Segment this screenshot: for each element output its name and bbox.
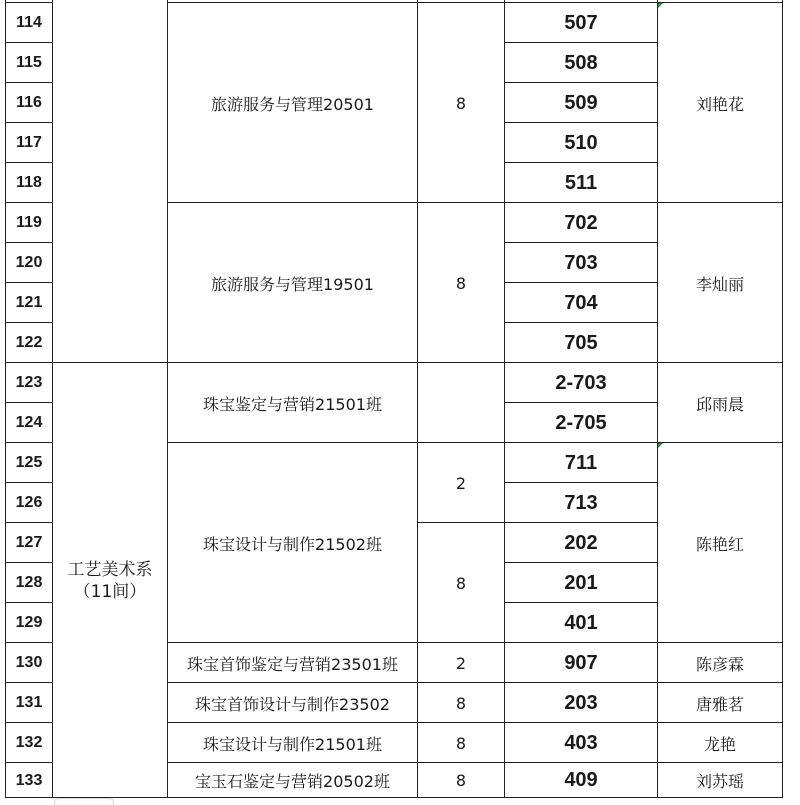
row-number: 128: [15, 574, 43, 591]
grid-line: [5, 162, 52, 163]
room-number: 401: [564, 611, 598, 634]
row-number: 127: [15, 534, 43, 551]
grid-line: [5, 322, 52, 323]
class-name: 珠宝首饰鉴定与营销23501班: [187, 654, 398, 674]
grid-line: [504, 322, 658, 323]
grid-line: [504, 82, 658, 83]
floor-count: 8: [455, 733, 467, 753]
floor-count: [418, 363, 504, 443]
room-number: 201: [564, 571, 598, 594]
room-number: 907: [564, 651, 598, 674]
row-number: 131: [15, 694, 43, 711]
floor-count: 8: [455, 93, 467, 113]
department-cell: [53, 363, 167, 798]
grid-line: [5, 2, 52, 3]
department-count: （11间）: [73, 581, 147, 602]
department-name: 工艺美术系: [67, 559, 153, 580]
teacher-name: 刘艳花: [695, 94, 744, 114]
grid-line: [167, 722, 783, 723]
room-number: 202: [564, 531, 598, 554]
row-number: 125: [15, 454, 43, 471]
class-name: 珠宝设计与制作21502班: [203, 534, 382, 554]
grid-line: [5, 122, 52, 123]
floor-count: 8: [455, 273, 467, 293]
grid-line: [504, 602, 658, 603]
floor-count: 8: [455, 771, 467, 790]
grid-line: [52, 0, 53, 798]
grid-line: [5, 602, 52, 603]
room-number: 702: [564, 211, 598, 234]
grid-line: [5, 82, 52, 83]
class-name: 珠宝设计与制作21501班: [203, 734, 382, 754]
grid-line: [5, 797, 783, 798]
grid-line: [504, 402, 658, 403]
grid-line: [782, 0, 783, 798]
room-number: 2-705: [555, 411, 607, 434]
class-name: 宝玉石鉴定与营销20502班: [195, 772, 390, 791]
row-number: 123: [15, 374, 43, 391]
room-number: 703: [564, 251, 598, 274]
row-number: 122: [15, 334, 43, 351]
grid-line: [5, 42, 52, 43]
teacher-name: 刘苏瑶: [695, 772, 744, 791]
row-number: 117: [16, 134, 42, 151]
row-number: 114: [16, 14, 42, 31]
grid-line: [657, 0, 658, 798]
cell-marker: [658, 3, 663, 8]
grid-line: [504, 562, 658, 563]
room-number: 403: [564, 731, 598, 754]
grid-line: [5, 402, 52, 403]
room-number: 711: [564, 451, 598, 474]
grid-line: [5, 242, 52, 243]
floor-count: 8: [455, 573, 467, 593]
row-number: 116: [16, 94, 42, 111]
grid-line: [167, 682, 783, 683]
teacher-name: 陈彦霖: [695, 654, 744, 674]
teacher-name: 李灿丽: [695, 274, 744, 294]
teacher-name: 陈艳红: [695, 534, 744, 554]
class-name: 旅游服务与管理20501: [211, 94, 374, 114]
class-name: 珠宝首饰设计与制作23502: [195, 694, 390, 714]
grid-line: [504, 282, 658, 283]
teacher-name: 唐雅茗: [695, 694, 744, 714]
grid-line: [167, 0, 168, 798]
grid-line: [504, 482, 658, 483]
row-number: 121: [15, 294, 43, 311]
grid-line: [167, 2, 783, 3]
room-number: 507: [564, 11, 598, 34]
grid-line: [5, 482, 52, 483]
grid-line: [417, 0, 418, 798]
room-number: 704: [564, 291, 598, 314]
room-number: 508: [564, 51, 598, 74]
room-number: 509: [564, 91, 598, 114]
teacher-name: 邱雨晨: [695, 394, 744, 414]
room-number: 511: [564, 171, 598, 194]
grid-line: [5, 0, 6, 798]
grid-line: [5, 202, 52, 203]
grid-line: [167, 442, 783, 443]
room-number: 510: [564, 131, 598, 154]
row-number: 124: [15, 414, 43, 431]
room-number: 713: [564, 491, 598, 514]
grid-line: [167, 202, 783, 203]
grid-line: [417, 522, 658, 523]
grid-line: [5, 442, 52, 443]
grid-line: [504, 242, 658, 243]
class-name: 珠宝鉴定与营销21501班: [203, 394, 382, 414]
room-number: 705: [564, 331, 598, 354]
floor-count: 2: [455, 653, 467, 673]
grid-line: [5, 522, 52, 523]
grid-line: [5, 682, 52, 683]
row-number: 115: [16, 54, 42, 71]
row-number: 119: [16, 214, 42, 231]
row-number: 118: [16, 174, 42, 191]
grid-line: [52, 362, 783, 363]
grid-line: [504, 122, 658, 123]
floor-count: 2: [455, 473, 467, 493]
grid-line: [167, 762, 783, 763]
grid-line: [5, 642, 52, 643]
row-number: 130: [15, 654, 43, 671]
room-number: 203: [564, 691, 598, 714]
row-number: 126: [15, 494, 43, 511]
grid-line: [5, 362, 52, 363]
cell-marker: [658, 443, 663, 448]
teacher-name: 龙艳: [703, 734, 736, 754]
grid-line: [504, 0, 505, 798]
row-number: 133: [15, 771, 43, 789]
row-number: 120: [15, 254, 43, 271]
room-number: 2-703: [555, 371, 607, 394]
grid-line: [167, 642, 783, 643]
class-name: 旅游服务与管理19501: [211, 274, 374, 294]
grid-line: [5, 562, 52, 563]
room-number: 409: [564, 769, 598, 791]
grid-line: [5, 722, 52, 723]
grid-line: [5, 762, 52, 763]
row-number: 129: [15, 614, 43, 631]
row-number: 132: [15, 734, 43, 751]
grid-line: [504, 162, 658, 163]
grid-line: [5, 282, 52, 283]
floor-count: 8: [455, 693, 467, 713]
grid-line: [504, 42, 658, 43]
